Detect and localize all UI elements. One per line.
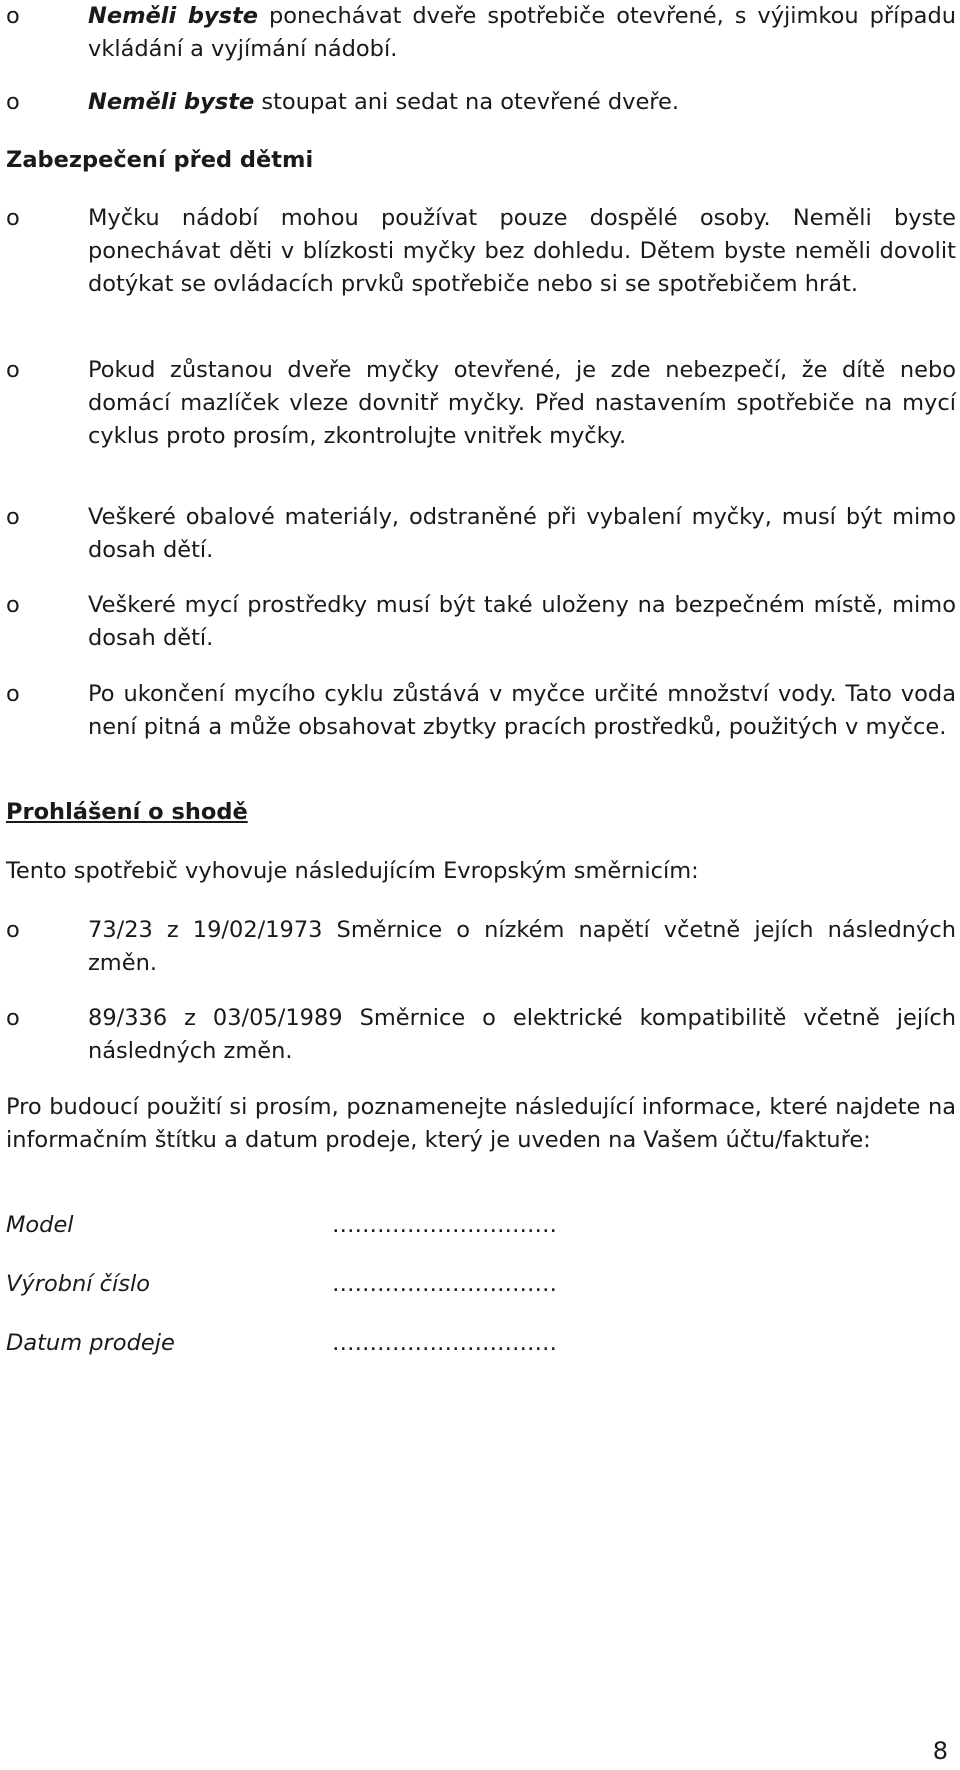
section-heading-child-safety: Zabezpečení před dětmi: [6, 147, 314, 173]
list-item-text: Pokud zůstanou dveře myčky otevřené, je zde nebezpečí, že dítě nebo domácí mazlíček vleze dovnitř myčky. Před nastavením spotřebiče na mycí cyklus proto prosím, zkontrolujte vnitřek myčky.: [88, 357, 956, 449]
emphasis-text: Neměli byste: [88, 89, 255, 115]
bullet-marker: o: [6, 205, 20, 231]
future-use-note: Pro budoucí použití si prosím, poznamenejte následující informace, které najdete na informačním štítku a datum prodeje, který je uveden na Vašem účtu/faktuře:: [6, 1094, 956, 1153]
list-item-text: 73/23 z 19/02/1973 Směrnice o nízkém napětí včetně jejích následných změn.: [88, 917, 956, 976]
section-heading-conformity: Prohlášení o shodě: [6, 799, 248, 825]
list-item: [6, 678, 956, 744]
list-item-text: [88, 0, 956, 66]
bullet-marker: o: [6, 917, 20, 943]
bullet-marker: o: [6, 504, 20, 530]
list-item-text: Veškeré obalové materiály, odstraněné při vybalení myčky, musí být mimo dosah dětí.: [88, 504, 956, 563]
field-value-date-of-sale: …………………………: [332, 1330, 557, 1356]
list-item: [6, 354, 956, 453]
bullet-marker: o: [6, 592, 20, 618]
bullet-marker: o: [6, 3, 20, 29]
field-label-date-of-sale: Datum prodeje: [6, 1330, 175, 1356]
list-item: [6, 0, 956, 66]
list-item: [6, 202, 956, 301]
list-item-text: Po ukončení mycího cyklu zůstává v myčce určité množství vody. Tato voda není pitná a může obsahovat zbytky pracích prostředků, použitých v myčce.: [88, 681, 956, 740]
bullet-marker: o: [6, 89, 20, 115]
list-item: [6, 589, 956, 655]
list-item-text: [88, 86, 956, 119]
item-body-text: stoupat ani sedat na otevřené dveře.: [254, 89, 680, 115]
list-item: [6, 914, 956, 980]
list-item: [6, 86, 956, 119]
field-value-model: …………………………: [332, 1212, 557, 1238]
conformity-intro: Tento spotřebič vyhovuje následujícím Evropským směrnicím:: [6, 858, 699, 884]
bullet-marker: o: [6, 681, 20, 707]
list-item: [6, 1002, 956, 1068]
field-label-model: Model: [6, 1212, 74, 1238]
field-value-serial-number: …………………………: [332, 1271, 557, 1297]
list-item-text: 89/336 z 03/05/1989 Směrnice o elektrické kompatibilitě včetně jejích následných změn.: [88, 1005, 956, 1064]
list-item-text: Veškeré mycí prostředky musí být také uloženy na bezpečném místě, mimo dosah dětí.: [88, 592, 956, 651]
bullet-marker: o: [6, 1005, 20, 1031]
item-body-text: ponechávat dveře spotřebiče otevřené, s výjimkou případu vkládání a vyjímání nádobí.: [88, 3, 957, 62]
field-label-serial-number: Výrobní číslo: [6, 1271, 151, 1297]
list-item-text: Myčku nádobí mohou používat pouze dospělé osoby. Neměli byste ponechávat děti v blízkosti myčky bez dohledu. Dětem byste neměli dovolit dotýkat se ovládacích prvků spotřebiče nebo si se spotřebičem hrát.: [88, 205, 956, 297]
page-number: 8: [932, 1737, 948, 1765]
emphasis-text: Neměli byste: [88, 3, 259, 29]
bullet-marker: o: [6, 357, 20, 383]
list-item: [6, 501, 956, 567]
